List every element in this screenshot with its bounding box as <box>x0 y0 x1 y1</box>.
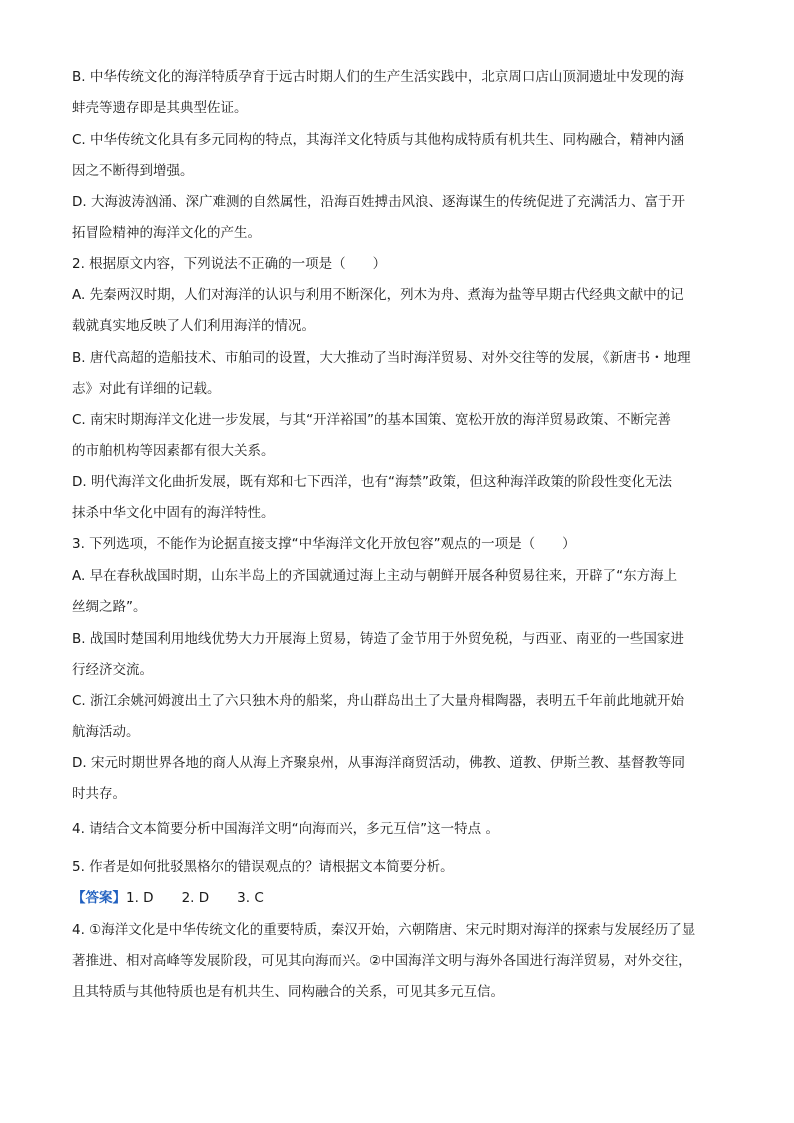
text-line: 志》对此有详细的记载。 <box>72 381 221 397</box>
text-line: B. 唐代高超的造船技术、市舶司的设置，大大推动了当时海洋贸易、对外交往等的发展，《新唐书・地理 <box>72 350 691 366</box>
answer-line <box>72 883 722 914</box>
option-b-q2 <box>72 343 722 405</box>
answer-row <box>72 883 722 914</box>
answer-label: 【答案】 <box>72 890 126 906</box>
text-line: 航海活动。 <box>72 724 140 740</box>
text-line: 丝绸之路”。 <box>72 599 147 615</box>
text-line: 因之不断得到增强。 <box>72 163 194 179</box>
option-c-q3 <box>72 686 722 748</box>
text-line: D. 明代海洋文化曲折发展，既有郑和七下西洋，也有“海禁”政策，但这种海洋政策的阶段性变化无法 <box>72 474 672 490</box>
text-line: 的市舶机构等因素都有很大关系。 <box>72 443 275 459</box>
text-line: 抹杀中华文化中固有的海洋特性。 <box>72 505 275 521</box>
text-line: 5. 作者是如何批驳黑格尔的错误观点的？请根据文本简要分析。 <box>72 859 454 875</box>
text-line: 拓冒险精神的海洋文化的产生。 <box>72 225 261 241</box>
text-line: 著推进、相对高峰等发展阶段，可见其向海而兴。②中国海洋文明与海外各国进行海洋贸易，对外交往， <box>72 953 692 969</box>
text-line: 且其特质与其他特质也是有机共生、同构融合的关系，可见其多元互信。 <box>72 984 504 1000</box>
text-line: 4. 请结合文本简要分析中国海洋文明“向海而兴，多元互信”这一特点 。 <box>72 821 499 837</box>
text-line: D. 大海波涛汹涌、深广难测的自然属性，沿海百姓搏击风浪、逐海谋生的传统促进了充满活力、富于开 <box>72 194 685 210</box>
text-line: 2. 根据原文内容，下列说法不正确的一项是（ ） <box>72 256 387 272</box>
answer-item-2: 2. D <box>181 890 210 906</box>
text-line: 4. ①海洋文化是中华传统文化的重要特质，秦汉开始，六朝隋唐、宋元时期对海洋的探索与发展经历了显 <box>72 922 696 938</box>
text-line: 时共存。 <box>72 786 126 802</box>
question-3 <box>72 529 722 560</box>
option-d-q2 <box>72 467 722 529</box>
text-line: 载就真实地反映了人们利用海洋的情况。 <box>72 318 315 334</box>
text-line: 行经济交流。 <box>72 662 153 678</box>
text-line: D. 宋元时期世界各地的商人从海上齐聚泉州，从事海洋商贸活动，佛教、道教、伊斯兰教、基督教等同 <box>72 755 685 771</box>
option-d-q3 <box>72 748 722 810</box>
text-line: B. 中华传统文化的海洋特质孕育于远古时期人们的生产生活实践中，北京周口店山顶洞遗址中发现的海 <box>72 69 684 85</box>
answer-item-3: 3. C <box>237 890 264 906</box>
text-line: A. 先秦两汉时期，人们对海洋的认识与利用不断深化，列木为舟、煮海为盐等早期古代经典文献中的记 <box>72 287 684 303</box>
answer-item-1: 1. D <box>126 890 154 906</box>
text-line: C. 南宋时期海洋文化进一步发展，与其“开洋裕国”的基本国策、宽松开放的海洋贸易政策、不断完善 <box>72 412 671 428</box>
explanation-4 <box>72 915 722 1008</box>
option-a-q3 <box>72 561 722 623</box>
option-a-q2 <box>72 280 722 342</box>
text-line: C. 浙江余姚河姆渡出土了六只独木舟的船桨，舟山群岛出土了大量舟楫陶器，表明五千年前此地就开始 <box>72 693 685 709</box>
question-4 <box>72 814 722 845</box>
text-line: 3. 下列选项，不能作为论据直接支撑“中华海洋文化开放包容”观点的一项是（ ） <box>72 536 576 552</box>
text-line: A. 早在春秋战国时期，山东半岛上的齐国就通过海上主动与朝鲜开展各种贸易往来，开辟了“东方海上 <box>72 568 678 584</box>
option-c-q1 <box>72 125 722 187</box>
question-2 <box>72 249 722 280</box>
text-line: 蚌壳等遗存即是其典型佐证。 <box>72 100 248 116</box>
text-line: B. 战国时楚国利用地线优势大力开展海上贸易，铸造了金节用于外贸免税，与西亚、南亚的一些国家进 <box>72 631 684 647</box>
option-b-q1 <box>72 62 722 124</box>
option-d-q1 <box>72 187 722 249</box>
option-b-q3 <box>72 624 722 686</box>
text-line: C. 中华传统文化具有多元同构的特点，其海洋文化特质与其他构成特质有机共生、同构融合，精神内涵 <box>72 132 685 148</box>
question-5 <box>72 852 722 883</box>
option-c-q2 <box>72 405 722 467</box>
